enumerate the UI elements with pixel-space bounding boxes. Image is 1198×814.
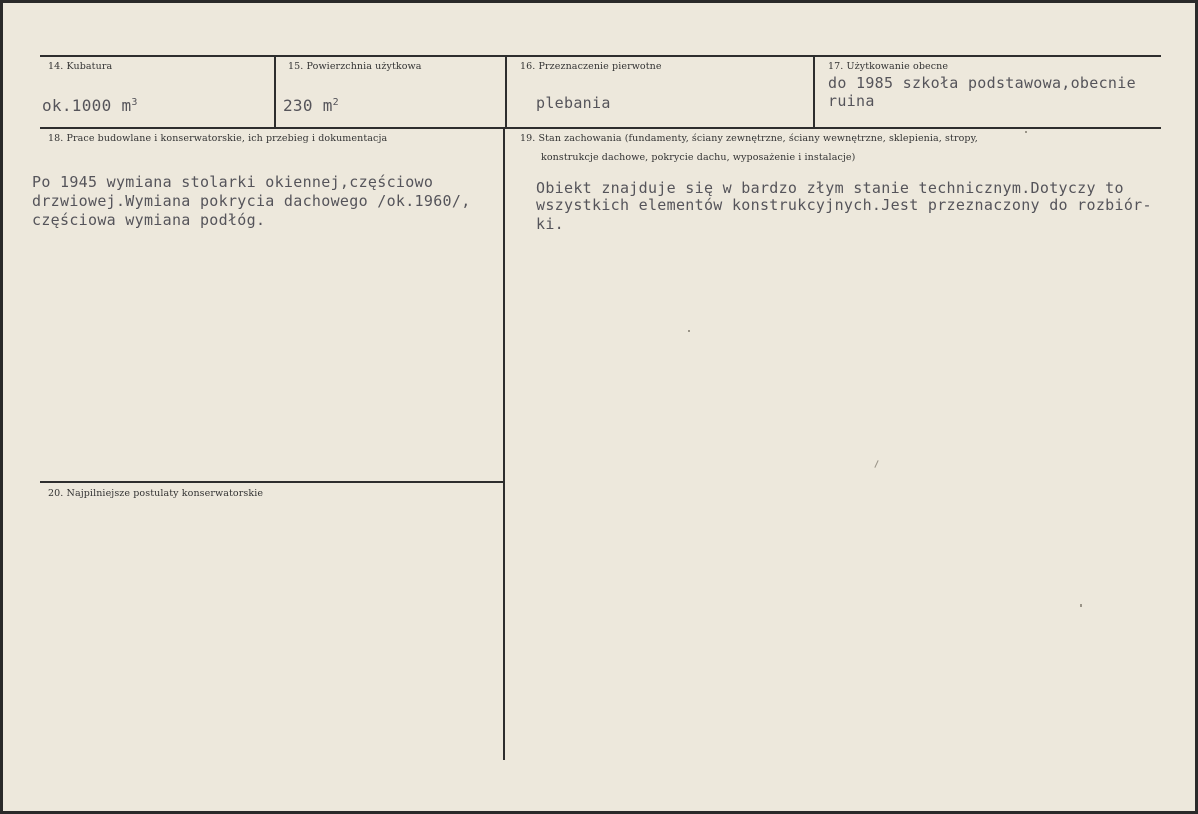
divider-18-19: [503, 128, 505, 760]
field-18-value-line-1: Po 1945 wymiana stolarki okiennej,częściowo: [32, 173, 434, 191]
field-16-label: 16. Przeznaczenie pierwotne: [520, 61, 662, 72]
divider-15-16: [505, 56, 507, 128]
divider-14-15: [274, 56, 276, 128]
section-20-rule: [40, 481, 504, 483]
field-19-label-line-2: konstrukcje dachowe, pokrycie dachu, wyposażenie i instalacje): [541, 152, 856, 163]
field-18-value-line-2: drzwiowej.Wymiana pokrycia dachowego /ok.1960/,: [32, 192, 471, 210]
field-18-value-line-3: częściowa wymiana podłóg.: [32, 211, 266, 229]
field-17-value-line-1: do 1985 szkoła podstawowa,obecnie: [828, 74, 1136, 92]
field-17-label: 17. Użytkowanie obecne: [828, 61, 949, 72]
divider-16-17: [813, 56, 815, 128]
field-20-label: 20. Najpilniejsze postulaty konserwatorskie: [48, 488, 264, 499]
field-14-label: 14. Kubatura: [48, 61, 113, 72]
mid-rule: [40, 127, 1161, 129]
field-14-value: ok.1000 $m^3$: [42, 96, 138, 115]
field-14-exponent: 3: [131, 97, 138, 108]
field-15-exponent: 2: [332, 97, 339, 108]
field-19-value-line-2: wszystkich elementów konstrukcyjnych.Jest przeznaczony do rozbiór-: [536, 196, 1152, 214]
field-19-label-line-1: 19. Stan zachowania (fundamenty, ściany zewnętrzne, ściany wewnętrzne, sklepienia, stropy,: [520, 133, 978, 144]
paper-speck: [1080, 604, 1082, 607]
field-19-value-line-3: ki.: [536, 215, 564, 233]
paper-speck: [688, 330, 690, 332]
field-16-value: plebania: [536, 94, 611, 112]
field-15-value: 230 $m^2$: [283, 96, 339, 115]
field-17-value-line-2: ruina: [828, 92, 875, 110]
paper-speck: [1025, 131, 1027, 133]
field-18-label: 18. Prace budowlane i konserwatorskie, ich przebieg i dokumentacja: [48, 133, 388, 144]
top-rule: [40, 55, 1161, 57]
field-19-value-line-1: Obiekt znajduje się w bardzo złym stanie technicznym.Dotyczy to: [536, 179, 1124, 197]
field-15-label: 15. Powierzchnia użytkowa: [288, 61, 422, 72]
paper-speck: [874, 460, 878, 468]
